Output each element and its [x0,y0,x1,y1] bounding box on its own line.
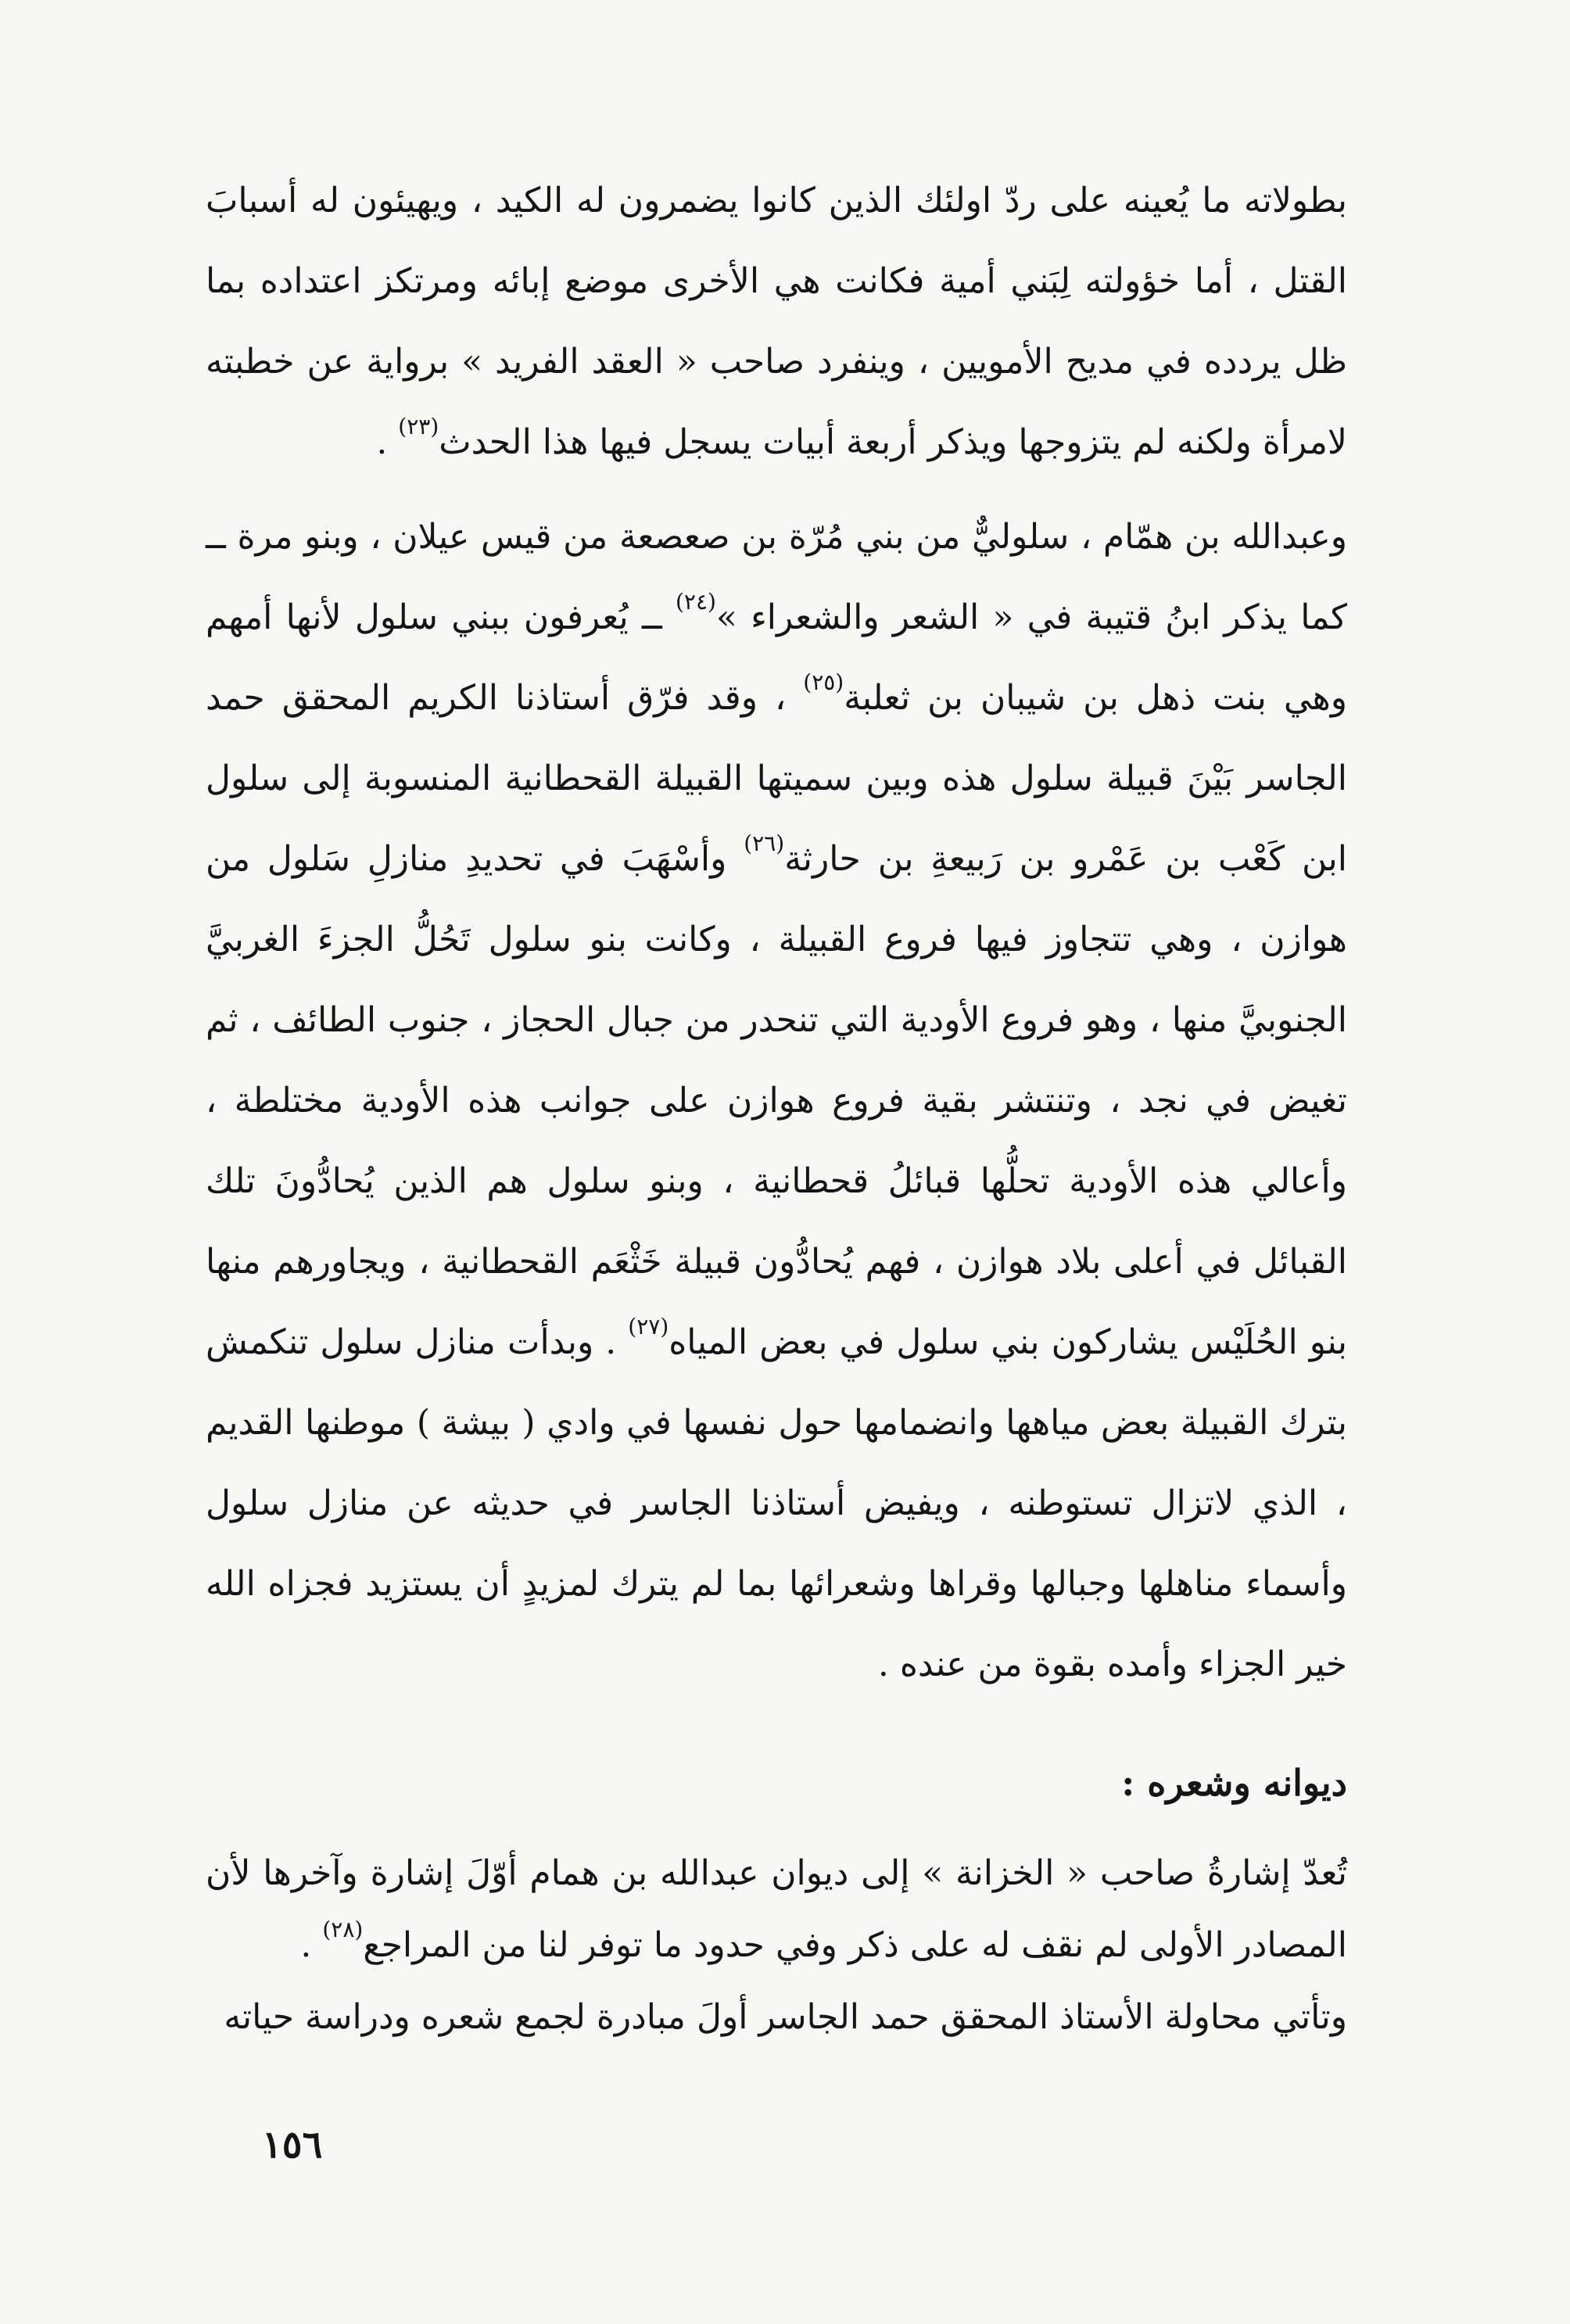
section-heading: ديوانه وشعره : [1121,1762,1347,1804]
paragraph-1-text: بطولاته ما يُعينه على ردّ اولئك الذين كانوا يضمرون له الكيد ، ويهيئون له أسبابَ القتل ، أما خؤولته لِبَني أمية فكانت هي الأخرى موضع إبائه ومرتكز اعتداده بما ظل يردده في مديح الأمويين ، وينفرد صاحب « العقد الفريد » برواية عن خطبته لامرأة ولكنه لم يتزوجها ويذكر أربعة أبيات يسجل فيها هذا الحدث [206,181,1347,462]
footnote-ref-24: (٢٤) [675,588,716,615]
paragraph-4 [206,1981,1347,2053]
paragraph-2 [206,497,1347,1705]
paragraph-2-part-e: . وبدأت منازل سلول تنكمش بترك القبيلة بعض مياهها وانضمامها حول نفسها في وادي ( بيشة ) موطنها القديم ، الذي لاتزال تستوطنه ، ويفيض أستاذنا الجاسر في حديثه عن منازل سلول وأسماء مناهلها وجبالها وقراها وشعرائها بما لم يترك لمزيدٍ أن يستزيد فجزاه الله خير الجزاء وأمده بقوة من عنده . [206,1322,1347,1684]
paragraph-3 [206,1838,1347,1981]
footnote-ref-23: (٢٣) [398,413,439,439]
paragraph-1 [206,160,1347,482]
paragraph-3-end: . [300,1925,323,1965]
paragraph-2-part-b: ــ يُعرفون ببني سلول لأنها أمهم وهي بنت ذهل بن شيبان بن ثعلبة [206,597,1347,718]
paragraph-2-part-a: وعبدالله بن همّام ، سلوليٌّ من بني مُرّة بن صعصعة من قيس عيلان ، وبنو مرة ــ كما يذكر ابنُ قتيبة في « الشعر والشعراء » [206,517,1347,637]
paragraph-1-end: . [376,422,399,462]
paragraph-2-part-d: وأسْهَبَ في تحديدِ منازلِ سَلول من هوازن ، وهي تتجاوز فيها فروع القبيلة ، وكانت بنو سلول تَحُلُّ الجزءَ الغربيَّ الجنوبيَّ منها ، وهو فروع الأودية التي تنحدر من جبال الحجاز ، جنوب الطائف ، ثم تغيض في نجد ، وتنتشر بقية فروع هوازن على جوانب هذه الأودية مختلطة ، وأعالي هذه الأودية تحلُّها قبائلُ قحطانية ، وبنو سلول هم الذين يُحادُّونَ تلك القبائل في أعلى بلاد هوازن ، فهم يُحادُّون قبيلة خَثْعَم القحطانية ، ويجاورهم منها بنو الحُلَيْس يشاركون بني سلول في بعض المياه [206,839,1347,1362]
footnote-ref-25: (٢٥) [803,669,844,695]
paragraph-4-text: وتأتي محاولة الأستاذ المحقق حمد الجاسر أولَ مبادرة لجمع شعره ودراسة حياته [224,1997,1347,2037]
footnote-ref-28: (٢٨) [322,1916,364,1942]
page-body [206,160,1347,2053]
page-number: ١٥٦ [262,2123,323,2167]
paragraph-2-part-c: ، وقد فرّق أستاذنا الكريم المحقق حمد الجاسر بَيْنَ قبيلة سلول هذه وبين سميتها القبيلة القحطانية المنسوبة إلى سلول ابن كَعْب بن عَمْرو بن رَبيعةِ بن حارثة [206,678,1348,879]
paragraph-3-text: تُعدّ إشارةُ صاحب « الخزانة » إلى ديوان عبدالله بن همام أوّلَ إشارة وآخرها لأن المصادر الأولى لم نقف له على ذكر وفي حدود ما توفر لنا من المراجع [206,1853,1347,1965]
footnote-ref-26: (٢٦) [744,830,785,856]
footnote-ref-27: (٢٧) [628,1313,669,1340]
